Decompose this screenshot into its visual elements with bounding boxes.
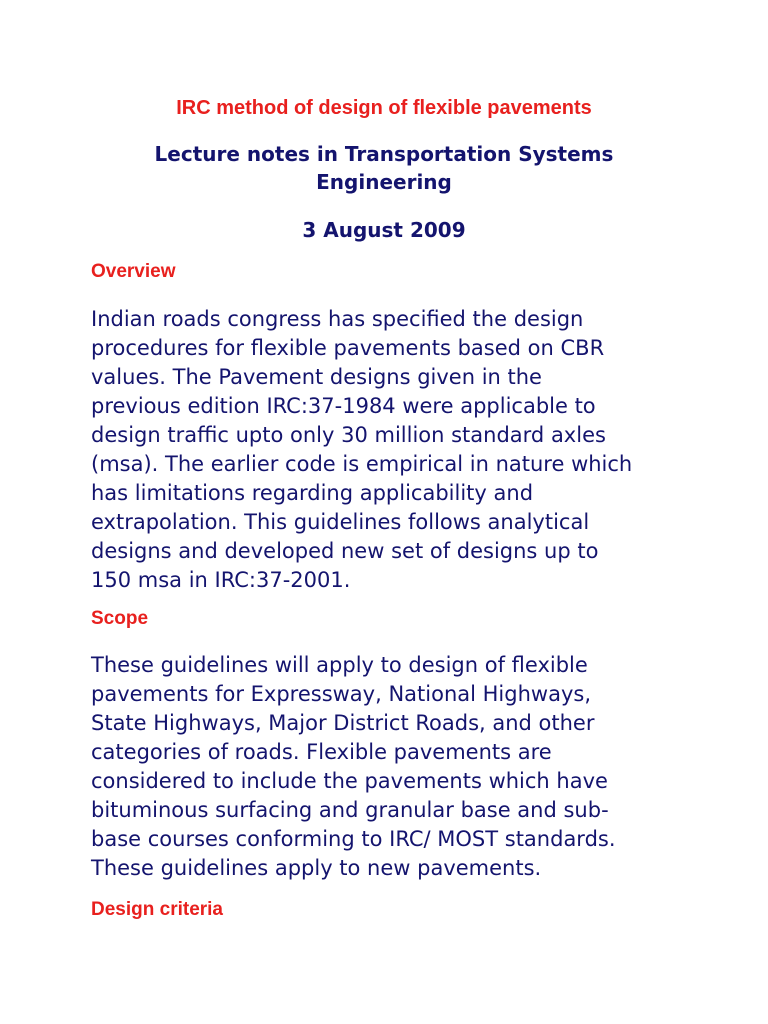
paragraph-line: values. The Pavement designs given in the	[91, 365, 542, 389]
paragraph-line: categories of roads. Flexible pavements are	[91, 740, 552, 764]
paragraph-line: extrapolation. This guidelines follows analytical	[91, 510, 590, 534]
paragraph-line: (msa). The earlier code is empirical in nature which	[91, 452, 633, 476]
paragraph-line: State Highways, Major District Roads, and other	[91, 711, 595, 735]
paragraph-line: base courses conforming to IRC/ MOST standards.	[91, 827, 616, 851]
paragraph-line: designs and developed new set of designs up to	[91, 539, 599, 563]
paragraph-line: considered to include the pavements which have	[91, 769, 608, 793]
paragraph-line: These guidelines will apply to design of flexible	[91, 653, 588, 677]
section-heading-design-criteria: Design criteria	[91, 899, 223, 920]
document-subtitle: Lecture notes in Transportation Systems Engineering	[154, 142, 614, 194]
paragraph-line: previous edition IRC:37-1984 were applicable to	[91, 394, 596, 418]
section-heading-overview: Overview	[91, 261, 176, 282]
paragraph-line: procedures for flexible pavements based on CBR	[91, 336, 605, 360]
document-date: 3 August 2009	[302, 218, 466, 242]
section-paragraph-overview	[91, 305, 691, 595]
paragraph-line: 150 msa in IRC:37-2001.	[91, 568, 351, 592]
paragraph-line: pavements for Expressway, National Highways,	[91, 682, 591, 706]
document-title: IRC method of design of flexible pavements	[176, 97, 592, 119]
section-heading-scope: Scope	[91, 608, 149, 629]
paragraph-line: These guidelines apply to new pavements.	[91, 856, 542, 880]
paragraph-line: Indian roads congress has specified the design	[91, 307, 584, 331]
paragraph-line: design traffic upto only 30 million standard axles	[91, 423, 606, 447]
section-paragraph-scope	[91, 651, 691, 883]
paragraph-line: has limitations regarding applicability and	[91, 481, 534, 505]
paragraph-line: bituminous surfacing and granular base and sub-	[91, 798, 609, 822]
